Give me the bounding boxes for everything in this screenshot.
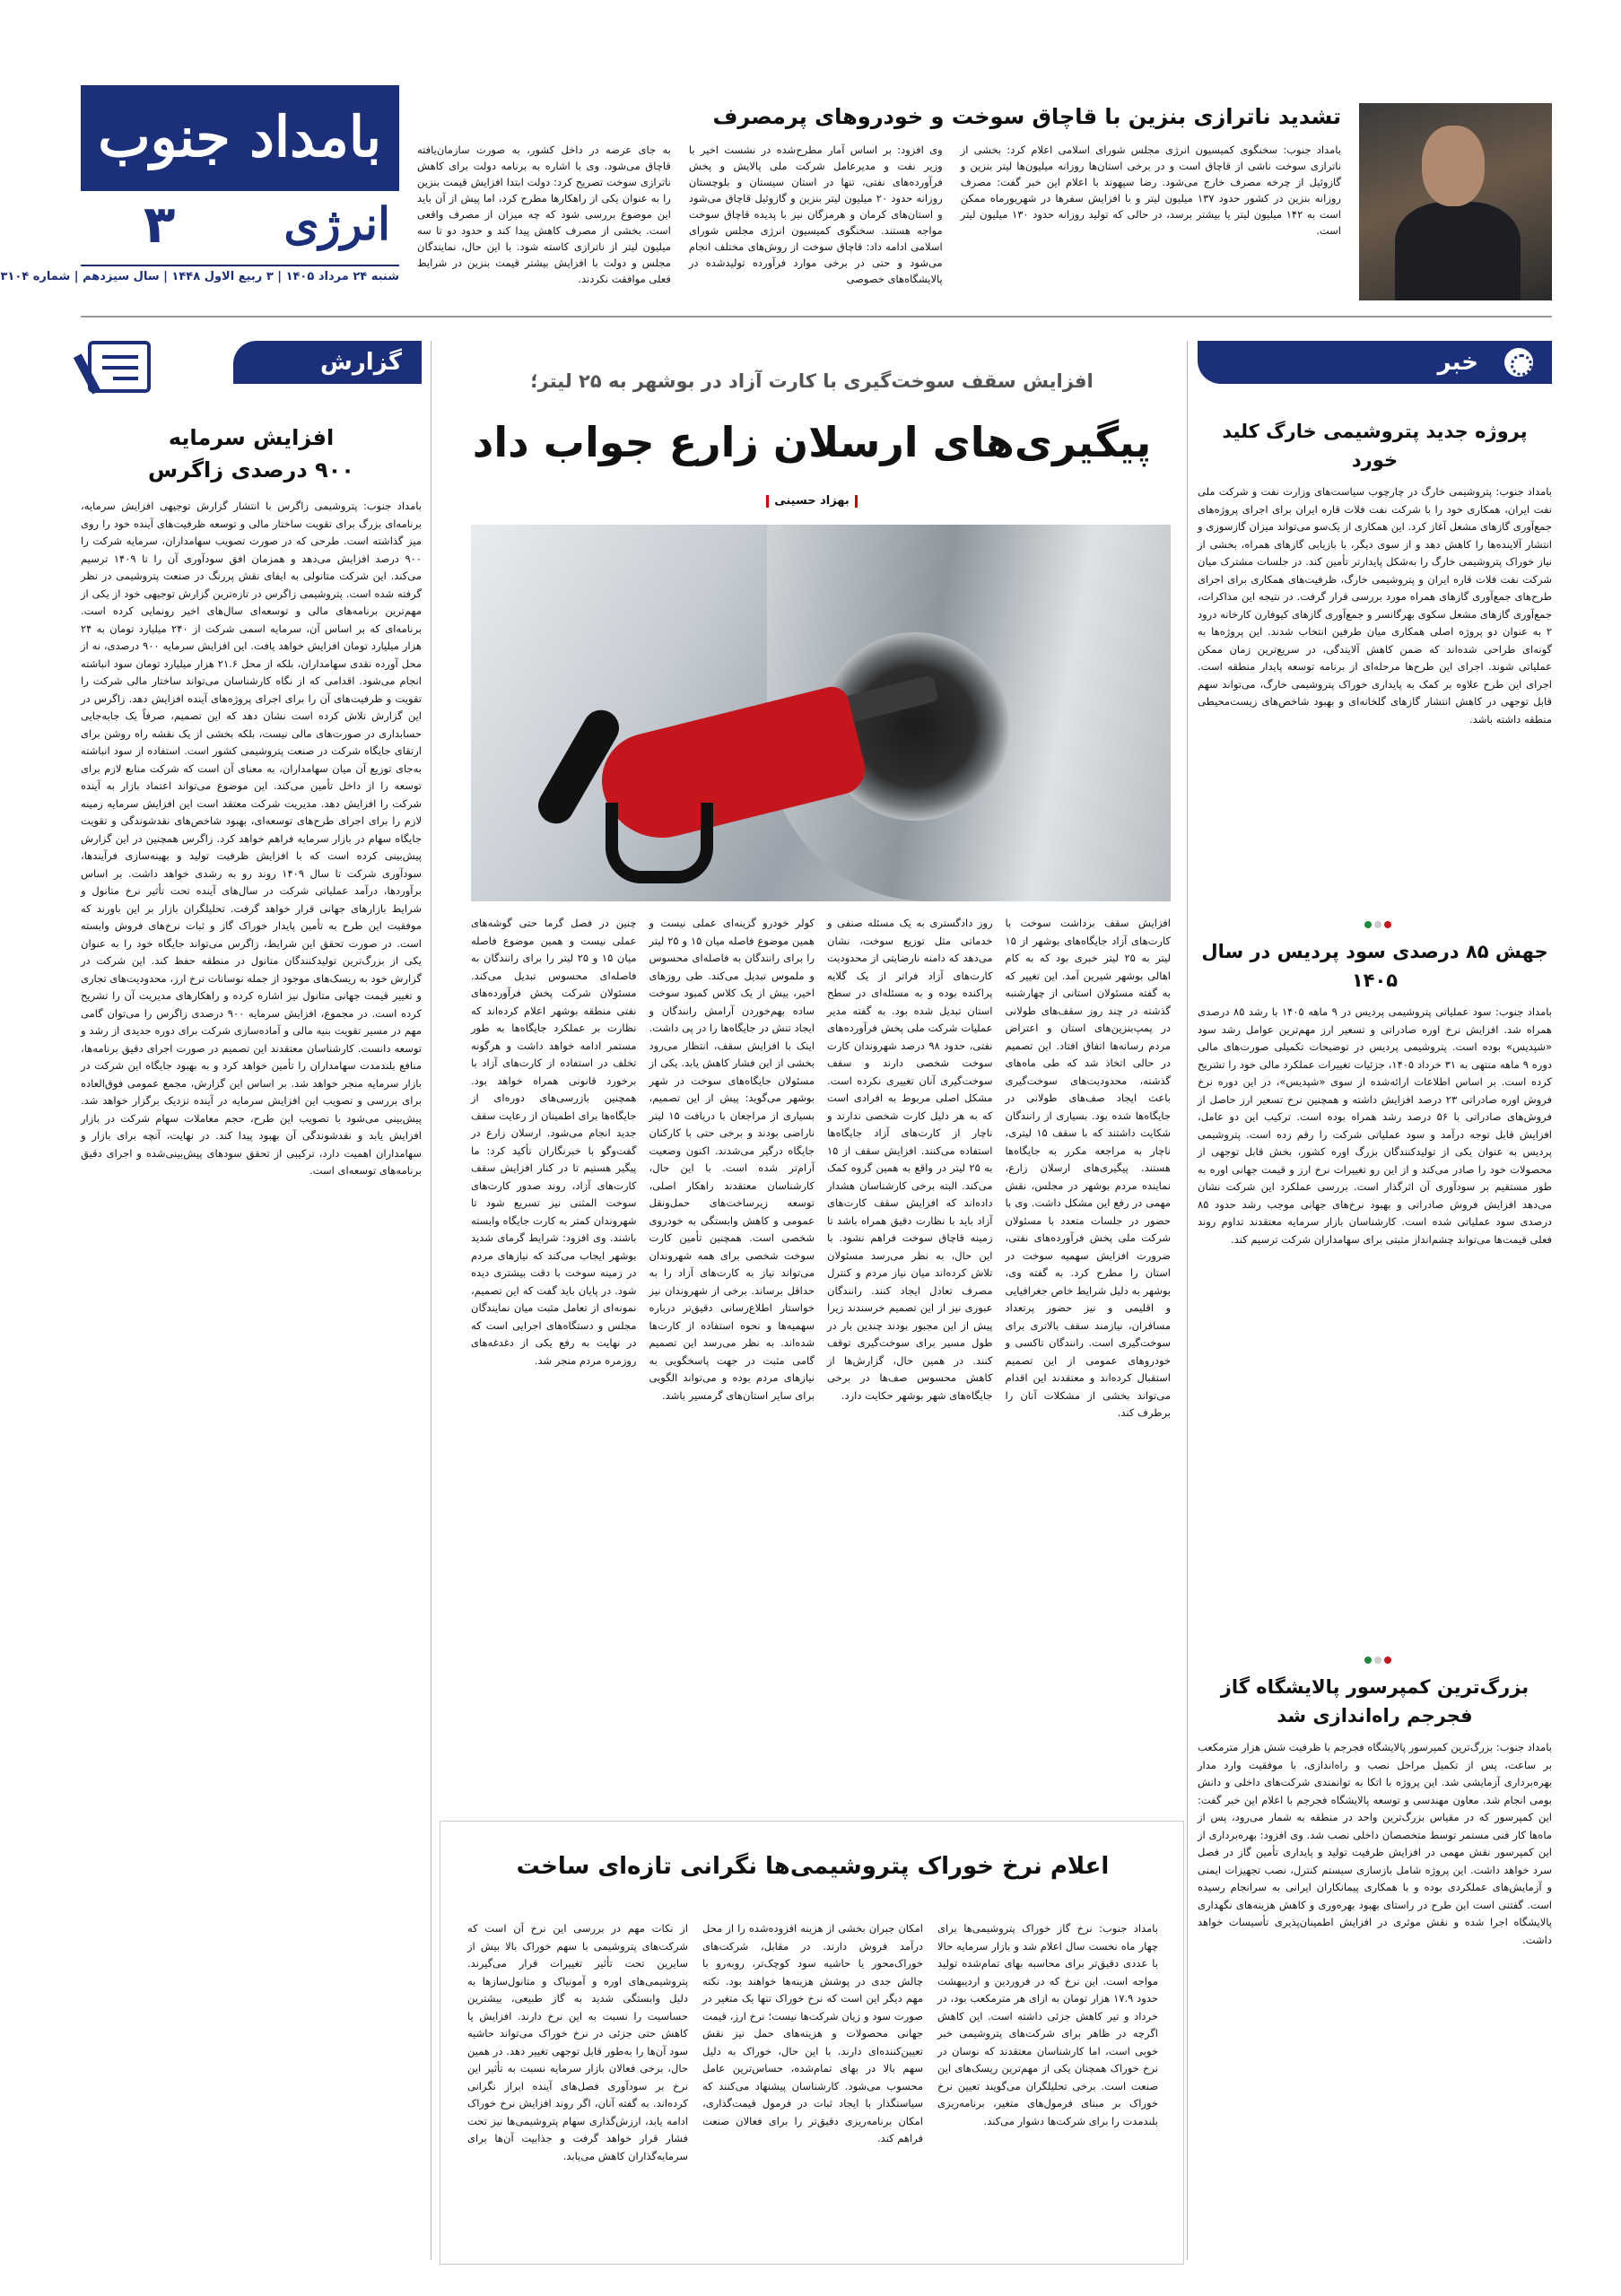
top-story-col-1: بامداد جنوب: سخنگوی کمیسیون انرژی مجلس شورای اسلامی اعلام کرد: بخشی از ناترازی سوخت ناشی از قاچاق است و در برخی استان‌ها روزانه میلیون‌ها لیتر بنزین و گازوئیل از چرخه مصرف خارج می‌شود. رضا سپهوند با اعلام این خبر گفت: مصرف روزانه بنزین در کشور حدود ۱۳۷ میلیون لیتر و با افزایش سفرها در شهریورماه ممکن است به ۱۴۲ میلیون لیتر یا بیشتر برسد، در حالی که تولید روزانه حدود ۱۳۰ میلیون لیتر است. xyxy=(960,144,1341,237)
top-story-col-2: وی افزود: بر اساس آمار مطرح‌شده در نشست اخیر با وزیر نفت و مدیرعامل شرکت ملی پالایش و پخش فرآورده‌های نفتی، تنها در استان سیستان و بلوچستان روزانه حدود ۲۰ میلیون لیتر بنزین و گازوئیل قاچاق می‌شود و استان‌های کرمان و هرمزگان نیز با پدیده قاچاق سوخت مواجه هستند. سخنگوی کمیسیون انرژی مجلس شورای اسلامی ادامه داد: قاچاق سوخت از روش‌های مختلف انجام می‌شود و حتی در برخی موارد فرآورده تولیدشده در پالایشگاه‌های خصوصی xyxy=(688,144,943,285)
section-title: انرژی xyxy=(283,197,390,250)
top-story-headline: تشدید ناترازی بنزین با قاچاق سوخت و خودروهای پرمصرف xyxy=(712,104,1341,129)
column-divider xyxy=(1187,341,1188,2260)
main-story-col-4: چنین در فصل گرما حتی گوشه‌های عملی نیست و همین موضوع فاصله میان ۱۵ و ۲۵ لیتر را برای رانندگان به فاصله‌ای محسوس تبدیل می‌کند. مسئولان شرکت پخش فرآورده‌های نفتی منطقه بوشهر اعلام کرده‌اند که نظارت بر عملکرد جایگاه‌ها به طور مستمر ادامه خواهد داشت و هرگونه تخلف در استفاده از کارت‌های آزاد با برخورد قانونی همراه خواهد بود. همچنین بازرسی‌های دوره‌ای از جایگاه‌ها برای اطمینان از رعایت سقف جدید انجام می‌شود. ارسلان زارع در گفت‌وگو با خبرنگاران تأکید کرد: ما پیگیر هستیم تا در کنار افزایش سقف کارت‌های آزاد، روند صدور کارت‌های سوخت المثنی نیز تسریع شود تا شهروندان کمتر به کارت جایگاه وابسته باشند. وی افزود: شرایط گرمای شدید بوشهر ایجاب می‌کند که نیازهای مردم در زمینه سوخت با دقت بیشتری دیده شود. در پایان باید گفت که این تصمیم، نمونه‌ای از تعامل مثبت میان نمایندگان مجلس و دستگاه‌های اجرایی است که در نهایت به رفع یکی از دغدغه‌های روزمره مردم منجر شد. xyxy=(471,917,637,1367)
news-story-title: پروژه جدید پتروشیمی خارگ کلید خورد xyxy=(1222,421,1528,471)
report-column xyxy=(81,332,422,2269)
news-story-2 xyxy=(1198,937,1552,1248)
globe-icon xyxy=(1502,345,1536,379)
top-story-photo xyxy=(1359,103,1552,300)
main-story-kicker: افزایش سقف سوخت‌گیری با کارت آزاد در بوشهر به ۲۵ لیتر؛ xyxy=(530,370,1094,392)
report-body: بامداد جنوب: پتروشیمی زاگرس با انتشار گزارش توجیهی افزایش سرمایه، برنامه‌ای بزرگ برای تقویت ساختار مالی و توسعه ظرفیت‌های آینده خود را روی میز گذاشته است. طرحی که در صورت تصویب سهامداران، سرمایه شرکت را ۹۰۰ درصد افزایش می‌دهد و همزمان افق سودآوری آن را تا ۱۴۰۹ ترسیم می‌کند. این شرکت متانولی به ایفای نقش پررنگ در صنعت پتروشیمی در نظر گرفته شده است. پتروشیمی زاگرس در تازه‌ترین گزارش توجیهی خود از یکی از مهم‌ترین برنامه‌های مالی و توسعه‌ای سال‌های اخیر رونمایی کرده است. برنامه‌ای که بر اساس آن، سرمایه اسمی شرکت از ۲۴۰ میلیارد تومان به ۲۴ هزار میلیارد تومان افزایش خواهد یافت. این افزایش سرمایه ۹۰۰ درصدی، نه از محل آورده نقدی سهامداران، بلکه از محل ۲۱.۶ هزار میلیارد تومان سود انباشته انجام می‌شود. اقدامی که از نگاه کارشناسان می‌تواند ساختار مالی شرکت را تقویت و ظرفیت‌های آن را برای اجرای پروژه‌های آینده افزایش دهد. زاگرس در این گزارش تلاش کرده است نشان دهد که این تصمیم، صرفاً یک جابه‌جایی حسابداری در صورت‌های مالی نیست، بلکه بخشی از یک نقشه راه روشن برای ارتقای جایگاه شرکت در صنعت پتروشیمی کشور است. استفاده از سود انباشته به‌جای توزیع آن میان سهامداران، به معنای آن است که شرکت منابع لازم برای توسعه را از داخل تأمین می‌کند. این موضوع می‌تواند اعتماد بازار به آینده شرکت را افزایش دهد. مدیریت شرکت معتقد است این افزایش سرمایه زمینه لازم را برای اجرای طرح‌های توسعه‌ای، بهبود شاخص‌های نقدشوندگی و تقویت جایگاه سهام در بازار سرمایه فراهم خواهد کرد. زاگرس همچنین در این گزارش پیش‌بینی کرده است که با افزایش ظرفیت تولید و بهینه‌سازی فرآیندها، سودآوری شرکت تا سال ۱۴۰۹ روند رو به رشدی خواهد داشت. بر اساس برآوردها، درآمد عملیاتی شرکت در سال‌های آینده تحت تأثیر نرخ متانول و شرایط بازارهای جهانی قرار خواهد گرفت. تحلیلگران بازار بر این باورند که موفقیت این طرح به تأمین پایدار خوراک گاز و ثبات نرخ‌های فروش وابسته است. در صورت تحقق این شرایط، زاگرس می‌تواند جایگاه خود را به عنوان یکی از بزرگ‌ترین تولیدکنندگان متانول در منطقه حفظ کند. این شرکت در گزارش خود به ریسک‌های موجود از جمله نوسانات نرخ ارز، محدودیت‌های تجاری و تغییر قیمت جهانی متانول نیز اشاره کرده و راهکارهای مدیریت آن را تشریح کرده است. در مجموع، افزایش سرمایه ۹۰۰ درصدی زاگرس را می‌توان گامی مهم در مسیر تقویت بنیه مالی و آماده‌سازی شرکت برای دوره جدیدی از رشد و توسعه دانست. کارشناسان معتقدند این تصمیم در صورت اجرای دقیق برنامه‌ها، منافع بلندمدت سهامداران را تأمین خواهد کرد و به بهبود جایگاه این شرکت در بازار سرمایه منجر خواهد شد. بر اساس این گزارش، مجمع عمومی فوق‌العاده برای بررسی و تصویب این افزایش سرمایه در آینده نزدیک برگزار خواهد شد. پیش‌بینی می‌شود با تصویب این طرح، حجم معاملات سهام شرکت در بازار افزایش یابد و نقدشوندگی آن بهبود پیدا کند. در نهایت، آنچه برای بازار و سهامداران اهمیت دارد، ترکیبی از تحقق سودهای پیش‌بینی‌شده و اجرای دقیق برنامه‌های توسعه‌ای است. xyxy=(81,500,423,1177)
report-title xyxy=(81,422,422,486)
photo-figure-body xyxy=(1395,202,1521,300)
main-story-col-2: روز دادگستری به یک مسئله صنفی و خدماتی مثل توزیع سوخت، نشان می‌دهد که دامنه نارضایتی از محدودیت کارت‌های آزاد فراتر از یک گلایه پراکنده بوده و به مسئله‌ای در سطح استان تبدیل شده بود. به گفته مدیر عملیات شرکت ملی پخش فرآورده‌های نفتی، حدود ۹۸ درصد شهروندان کارت سوخت شخصی دارند و سقف سوخت‌گیری آنان تغییری نکرده است. مشکل اصلی مربوط به افرادی است که به هر دلیل کارت شخصی ندارند و ناچار از کارت‌های آزاد جایگاه‌ها استفاده می‌کنند. افزایش سقف از ۱۵ به ۲۵ لیتر در واقع به همین گروه کمک می‌کند. البته برخی کارشناسان هشدار داده‌اند که افزایش سقف کارت‌های آزاد باید با نظارت دقیق همراه باشد تا زمینه قاچاق سوخت فراهم نشود. با این حال، به نظر می‌رسد مسئولان تلاش کرده‌اند میان نیاز مردم و کنترل مصرف تعادل ایجاد کنند. رانندگان عبوری نیز از این تصمیم خرسندند زیرا پیش از این مجبور بودند چندین بار در طول مسیر برای سوخت‌گیری توقف کنند. در همین حال، گزارش‌ها از کاهش محسوس صف‌ها در برخی جایگاه‌های شهر بوشهر حکایت دارد. xyxy=(827,917,993,1402)
sub-story xyxy=(440,1821,1184,2265)
news-section-bar xyxy=(1198,341,1552,384)
main-story xyxy=(440,332,1184,2269)
news-story-3 xyxy=(1198,1673,1552,1949)
page-number: ۳ xyxy=(144,194,176,255)
sub-story-columns xyxy=(467,1920,1158,2165)
top-story-col-3: به جای عرضه در داخل کشور، به صورت سازمان‌یافته قاچاق می‌شود. وی با اشاره به برنامه دولت برای کاهش ناترازی سوخت تصریح کرد: دولت ابتدا افزایش قیمت بنزین را به عنوان یکی از راهکارها مطرح کرد، اما پیش از آن باید این موضوع بررسی شود که چه میزان از مصرف واقعی است. بخشی از مصرف کاهش پیدا کند و حدود دو تا سه میلیون لیتر از ناترازی کاسته شود. با این حال، نمایندگان مجلس و دولت با افزایش بیشتر قیمت بنزین در شرایط فعلی موافقت نکردند. xyxy=(417,144,671,285)
news-story-title: بزرگ‌ترین کمپرسور پالایشگاه گاز فجرجم راه‌اندازی شد xyxy=(1220,1676,1529,1726)
separator-dots xyxy=(1359,1650,1391,1657)
news-story-body: بامداد جنوب: پتروشیمی خارگ در چارچوب سیاست‌های وزارت نفت و شرکت ملی نفت ایران، همکاری خود را با شرکت نفت فلات قاره ایران برای اجرای پروژه‌های جمع‌آوری گازهای مشعل آغاز کرد. این همکاری از یک‌سو می‌تواند میزان گازسوزی و انتشار آلاینده‌ها را کاهش دهد و از سوی دیگر، با بازیابی گازهای همراه، بخشی از نیاز خوراک پتروشیمی خارگ را به‌شکل پایدارتر تأمین کند. در جلسات مشترک میان شرکت نفت فلات قاره ایران و پتروشیمی خارگ، ظرفیت‌های همکاری برای اجرای طرح‌های جمع‌آوری گازهای همراه مورد بررسی قرار گرفت. در نتیجه این مذاکرات، جمع‌آوری گازهای مشعل سکوی بهرگانسر و جمع‌آوری گازهای کیوفارن کارخانه درود ۲ به عنوان دو پروژه اصلی همکاری میان طرفین انتخاب شدند. این پروژه‌ها به گونه‌ای طراحی شده‌اند که ضمن کاهش آلایندگی، در سریع‌ترین زمان ممکن عملیاتی شوند. اجرای این طرح‌ها مرحله‌ای از برنامه توسعه پایدار منطقه است. اجرای این طرح علاوه بر کمک به پایداری خوراک پتروشیمی خارگ، می‌تواند سهم قابل توجهی در کاهش انتشار گازهای گلخانه‌ای و بهبود شاخص‌های زیست‌محیطی منطقه داشته باشد. xyxy=(1198,485,1552,726)
top-story-columns xyxy=(417,142,1341,287)
news-section-label: خبر xyxy=(1437,349,1478,376)
masthead xyxy=(0,85,399,296)
sub-story-headline: اعلام نرخ خوراک پتروشیمی‌ها نگرانی تازه‌ای ساخت xyxy=(516,1853,1110,1880)
main-story-col-1: افزایش سقف برداشت سوخت با کارت‌های آزاد جایگاه‌های بوشهر از ۱۵ لیتر به ۲۵ لیتر خبری بود که به کام اهالی بوشهر شیرین آمد. این تغییر که به گفته مسئولان استانی از چهارشنبه گذشته در چند روز سقف‌های طولانی در پمپ‌بنزین‌های استان و اعتراض مردم رسانه‌ها اتفاق افتاد. این تصمیم در حالی اتخاذ شد که طی ماه‌های گذشته، محدودیت‌های سوخت‌گیری باعث ایجاد صف‌های طولانی در جایگاه‌ها شده بود. بسیاری از رانندگان شکایت داشتند که با سقف ۱۵ لیتری، ناچار به مراجعه مکرر به جایگاه‌ها هستند. پیگیری‌های ارسلان زارع، نماینده مردم بوشهر در مجلس، نقش مهمی در رفع این مشکل داشت. وی با حضور در جلسات متعدد با مسئولان شرکت ملی پخش فرآورده‌های نفتی، ضرورت افزایش سهمیه سوخت در استان را مطرح کرد. به گفته وی، بوشهر به دلیل شرایط خاص جغرافیایی و اقلیمی و نیز حضور پرتعداد مسافران، نیازمند سقف بالاتری برای سوخت‌گیری است. رانندگان تاکسی و خودروهای عمومی از این تصمیم استقبال کرده‌اند و معتقدند این اقدام می‌تواند بخشی از مشکلات آنان را برطرف کند. xyxy=(1005,917,1171,1419)
report-title-line-2: ۹۰۰ درصدی زاگرس xyxy=(148,457,354,483)
dateline: شنبه ۲۴ مرداد ۱۴۰۵ | ۳ ربیع الاول ۱۴۴۸ | سال سیزدهم | شماره ۳۱۰۴ xyxy=(81,265,399,288)
news-story-1 xyxy=(1198,417,1552,728)
top-story xyxy=(413,90,1552,305)
masthead-banner xyxy=(81,85,399,191)
main-story-col-3: کولر خودرو گزینه‌ای عملی نیست و همین موضوع فاصله میان ۱۵ و ۲۵ لیتر را برای رانندگان به فاصله‌ای محسوس و ملموس تبدیل می‌کند. طی روزهای اخیر، بیش از یک کلاس کمبود سوخت ساده بهم‌خوردن آرامش رانندگان و ایجاد تنش در جایگاه‌ها را در پی داشت. اینک با افزایش سقف، انتظار می‌رود بخشی از این فشار کاهش یابد. یکی از مسئولان جایگاه‌های سوخت در شهر بوشهر می‌گوید: پیش از این تصمیم، بسیاری از مراجعان با دریافت ۱۵ لیتر ناراضی بودند و برخی حتی با کارکنان جایگاه درگیر می‌شدند. اکنون وضعیت آرام‌تر شده است. با این حال، کارشناسان معتقدند راهکار اصلی، توسعه زیرساخت‌های حمل‌ونقل عمومی و کاهش وابستگی به خودروی شخصی است. همچنین تأمین کارت سوخت شخصی برای همه شهروندان می‌تواند نیاز به کارت‌های آزاد را به حداقل برساند. برخی از شهروندان نیز خواستار اطلاع‌رسانی دقیق‌تر درباره سهمیه‌ها و نحوه استفاده از کارت‌ها شده‌اند. به نظر می‌رسد این تصمیم گامی مثبت در جهت پاسخگویی به نیازهای مردم بوده و می‌تواند الگویی برای سایر استان‌های گرمسیر باشد. xyxy=(649,917,815,1402)
report-section-tag xyxy=(233,341,422,384)
news-column xyxy=(1198,332,1552,2269)
photo-figure-head xyxy=(1422,126,1485,206)
news-story-body: بامداد جنوب: بزرگ‌ترین کمپرسور پالایشگاه فجرجم با ظرفیت شش هزار مترمکعب بر ساعت، پس از تکمیل مراحل نصب و راه‌اندازی، با موفقیت وارد مدار بهره‌برداری آزمایشی شد. این پروژه با اتکا به توانمندی شرکت‌های داخلی و دانش بومی انجام شد. معاون مهندسی و توسعه پالایشگاه فجرجم با اعلام این خبر گفت: این کمپرسور که در مقیاس بزرگ‌ترین واحد در منطقه به شمار می‌رود، پس از ماه‌ها کار فنی مستمر توسط متخصصان داخلی نصب شد. وی افزود: بهره‌برداری از این کمپرسور نقش مهمی در افزایش ظرفیت تولید و پایداری تأمین گاز در فصل سرد خواهد داشت. این پروژه شامل بازسازی سیستم کنترل، نصب تجهیزات ایمنی و آزمایش‌های عملکردی بوده و با همکاری پیمانکاران ایرانی به سرانجام رسیده است. گفتنی است این طرح در راستای بهبود بهره‌وری و کاهش هزینه‌های نگهداری پالایشگاه اجرا شده و نقش موثری در افزایش اطمینان‌پذیری تأسیسات خواهد داشت. xyxy=(1198,1741,1552,1946)
separator-dots xyxy=(1359,915,1391,922)
report-title-line-1: افزایش سرمایه xyxy=(168,425,335,450)
report-section-label: گزارش xyxy=(319,349,402,376)
news-story-title: جهش ۸۵ درصدی سود پردیس در سال ۱۴۰۵ xyxy=(1201,941,1548,991)
main-story-columns xyxy=(471,915,1171,1422)
sub-story-col-2: امکان جبران بخشی از هزینه افزوده‌شده را از محل درآمد فروش دارند. در مقابل، شرکت‌های خوراک‌محور یا حاشیه سود کوچک‌تر، روبه‌رو با چالش جدی در پوشش هزینه‌ها خواهند بود. نکته مهم دیگر این است که نرخ خوراک تنها یک متغیر در صورت سود و زیان شرکت‌ها نیست؛ نرخ ارز، قیمت جهانی محصولات و هزینه‌های حمل نیز نقش تعیین‌کننده‌ای دارند. با این حال، خوراک به دلیل سهم بالا در بهای تمام‌شده، حساس‌ترین عامل محسوب می‌شود. کارشناسان پیشنهاد می‌کنند که سیاستگذار با ایجاد ثبات در فرمول قیمت‌گذاری، امکان برنامه‌ریزی دقیق‌تر را برای فعالان صنعت فراهم کند. xyxy=(702,1922,923,2144)
newspaper-title: بامداد جنوب xyxy=(98,104,381,170)
fuel-nozzle-photo xyxy=(471,525,1171,901)
main-story-headline: پیگیری‌های ارسلان زارع جواب داد xyxy=(472,418,1152,466)
main-story-byline: بهزاد حسینی xyxy=(713,491,911,512)
sub-story-col-1: بامداد جنوب: نرخ گاز خوراک پتروشیمی‌ها برای چهار ماه نخست سال اعلام شد و بازار سرمایه حالا با عددی دقیق‌تر برای محاسبه بهای تمام‌شده تولید مواجه است. این نرخ که در فروردین و اردیبهشت حدود ۱۷.۹ هزار تومان به ازای هر مترمکعب بود، در خرداد و تیر کاهش جزئی داشته است. این کاهش اگرچه در ظاهر برای شرکت‌های پتروشیمی خبر خوبی است، اما کارشناسان معتقدند که نوسان در نرخ خوراک همچنان یکی از مهم‌ترین ریسک‌های این صنعت است. برخی تحلیلگران می‌گویند تعیین نرخ خوراک بر مبنای فرمول‌های متغیر، برنامه‌ریزی بلندمدت را برای شرکت‌ها دشوار می‌کند. xyxy=(937,1922,1158,2127)
document-pen-icon xyxy=(88,341,151,393)
header-divider xyxy=(81,316,1552,317)
news-story-body: بامداد جنوب: سود عملیاتی پتروشیمی پردیس در ۹ ماهه ۱۴۰۵ با رشد ۸۵ درصدی همراه شد. افزایش نرخ اوره صادراتی و تسعیر ارز مهم‌ترین عوامل رشد سود «شپدیس» بوده است. پتروشیمی پردیس در توضیحات تکمیلی صورت‌های مالی دوره ۹ ماهه منتهی به ۳۱ خرداد ۱۴۰۵، جزئیات تغییرات عملکرد مالی خود را تشریح کرده است. بر اساس اطلاعات ارائه‌شده از سوی «شپدیس»، در این دوره نرخ فروش اوره صادراتی ۲۳ درصد افزایش داشته و همچنین نرخ تسعیر ارز حاصل از فروش‌های صادراتی با ۵۶ درصد رشد همراه بوده است. ترکیب این دو عامل، افزایش قابل توجه درآمد و سود عملیاتی شرکت را رقم زده است. پتروشیمی پردیس به عنوان یکی از تولیدکنندگان بزرگ اوره کشور، بخش قابل توجهی از محصولات خود را صادر می‌کند و از این رو تغییرات نرخ ارز و قیمت جهانی اوره به طور مستقیم بر سودآوری آن اثرگذار است. بررسی عملکرد این شرکت نشان می‌دهد افزایش فروش صادراتی و بهبود نرخ‌های جهانی موجب رشد حدود ۸۵ درصدی سود عملیاتی شده است. کارشناسان بازار سرمایه معتقدند تداوم روند فعلی قیمت‌ها می‌تواند چشم‌انداز مثبتی برای سهامداران شرکت ترسیم کند. xyxy=(1198,1005,1552,1246)
sub-story-col-3: از نکات مهم در بررسی این نرخ آن است که شرکت‌های پتروشیمی با سهم خوراک بالا بیش از سایرین تحت تأثیر تغییرات قرار می‌گیرند. پتروشیمی‌های اوره و آمونیاک و متانول‌سازها به دلیل وابستگی شدید به گاز طبیعی، بیشترین حساسیت را نسبت به این نرخ دارند. افزایش یا کاهش حتی جزئی در نرخ خوراک می‌تواند حاشیه سود آن‌ها را به‌طور قابل توجهی تغییر دهد. در همین حال، برخی فعالان بازار سرمایه نسبت به تأثیر این نرخ بر سودآوری فصل‌های آینده ابراز نگرانی کرده‌اند. به گفته آنان، اگر روند افزایش نرخ خوراک ادامه یابد، ارزش‌گذاری سهام پتروشیمی‌ها نیز تحت فشار قرار خواهد گرفت و جذابیت آن‌ها برای سرمایه‌گذاران کاهش می‌یابد. xyxy=(467,1922,688,2162)
report-section-bar xyxy=(81,341,422,384)
photo-nozzle-handle xyxy=(606,803,713,883)
